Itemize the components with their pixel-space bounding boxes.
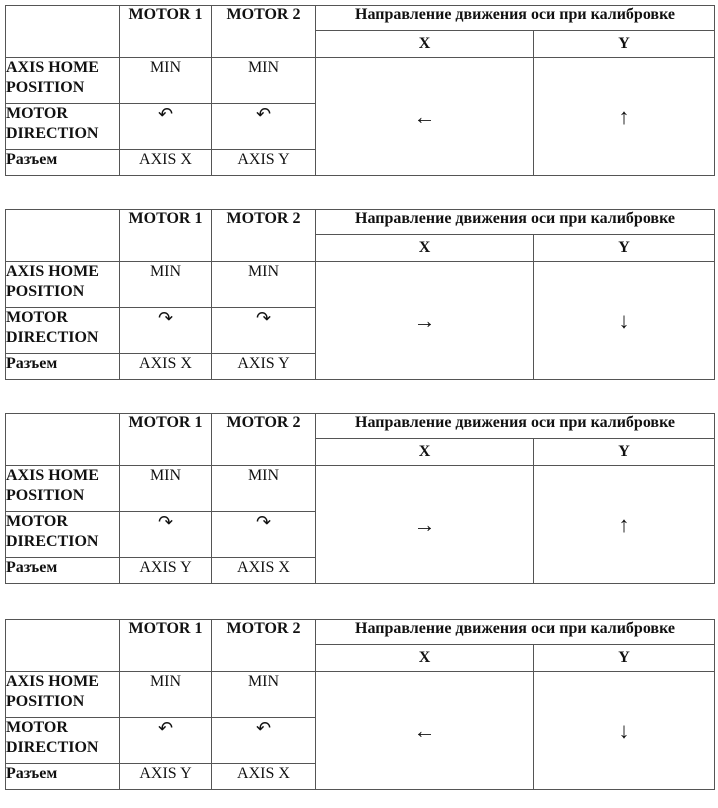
- x-direction-arrow: ←: [316, 672, 534, 790]
- y-direction-arrow: ↓: [534, 672, 715, 790]
- motor2-home-value: MIN: [212, 262, 316, 308]
- y-direction-arrow: ↓: [534, 262, 715, 380]
- motor1-home-value: MIN: [120, 466, 212, 512]
- motor2-connector-value: AXIS Y: [212, 150, 316, 176]
- corner-cell: [6, 6, 120, 58]
- motor2-connector-value: AXIS X: [212, 558, 316, 584]
- motor1-header: MOTOR 1: [120, 414, 212, 466]
- motor1-rotation-icon: ↷: [120, 512, 212, 558]
- home-position-label: AXIS HOME POSITION: [6, 58, 120, 104]
- x-direction-arrow: →: [316, 262, 534, 380]
- x-direction-arrow: ←: [316, 58, 534, 176]
- motor1-connector-value: AXIS Y: [120, 764, 212, 790]
- motor1-home-value: MIN: [120, 58, 212, 104]
- motor2-rotation-icon: ↶: [212, 104, 316, 150]
- corner-cell: [6, 620, 120, 672]
- motor2-connector-value: AXIS Y: [212, 354, 316, 380]
- direction-header: Направление движения оси при калибровке: [316, 6, 715, 31]
- config-table-1: [5, 5, 715, 176]
- y-axis-header: Y: [534, 31, 715, 58]
- y-direction-arrow: ↑: [534, 466, 715, 584]
- home-position-label: AXIS HOME POSITION: [6, 672, 120, 718]
- motor1-home-value: MIN: [120, 672, 212, 718]
- motor1-header: MOTOR 1: [120, 210, 212, 262]
- y-axis-header: Y: [534, 235, 715, 262]
- connector-label: Разъем: [6, 558, 120, 584]
- motor1-rotation-icon: ↶: [120, 718, 212, 764]
- motor1-connector-value: AXIS Y: [120, 558, 212, 584]
- motor2-home-value: MIN: [212, 466, 316, 512]
- config-table-3: [5, 413, 715, 584]
- motor1-rotation-icon: ↶: [120, 104, 212, 150]
- motor2-home-value: MIN: [212, 58, 316, 104]
- motor-direction-label: MOTOR DIRECTION: [6, 308, 120, 354]
- motor1-home-value: MIN: [120, 262, 212, 308]
- connector-label: Разъем: [6, 764, 120, 790]
- motor1-connector-value: AXIS X: [120, 354, 212, 380]
- x-direction-arrow: →: [316, 466, 534, 584]
- home-position-label: AXIS HOME POSITION: [6, 466, 120, 512]
- y-direction-arrow: ↑: [534, 58, 715, 176]
- motor1-header: MOTOR 1: [120, 620, 212, 672]
- motor2-header: MOTOR 2: [212, 620, 316, 672]
- motor-direction-label: MOTOR DIRECTION: [6, 104, 120, 150]
- direction-header: Направление движения оси при калибровке: [316, 210, 715, 235]
- motor2-connector-value: AXIS X: [212, 764, 316, 790]
- motor2-rotation-icon: ↷: [212, 512, 316, 558]
- motor1-header: MOTOR 1: [120, 6, 212, 58]
- x-axis-header: X: [316, 235, 534, 262]
- x-axis-header: X: [316, 645, 534, 672]
- y-axis-header: Y: [534, 645, 715, 672]
- motor-direction-label: MOTOR DIRECTION: [6, 718, 120, 764]
- motor2-header: MOTOR 2: [212, 6, 316, 58]
- x-axis-header: X: [316, 439, 534, 466]
- corner-cell: [6, 414, 120, 466]
- motor1-rotation-icon: ↷: [120, 308, 212, 354]
- motor2-header: MOTOR 2: [212, 414, 316, 466]
- motor1-connector-value: AXIS X: [120, 150, 212, 176]
- y-axis-header: Y: [534, 439, 715, 466]
- motor2-rotation-icon: ↶: [212, 718, 316, 764]
- direction-header: Направление движения оси при калибровке: [316, 620, 715, 645]
- home-position-label: AXIS HOME POSITION: [6, 262, 120, 308]
- motor-direction-label: MOTOR DIRECTION: [6, 512, 120, 558]
- motor2-header: MOTOR 2: [212, 210, 316, 262]
- direction-header: Направление движения оси при калибровке: [316, 414, 715, 439]
- config-table-4: [5, 619, 715, 790]
- motor2-home-value: MIN: [212, 672, 316, 718]
- config-table-2: [5, 209, 715, 380]
- x-axis-header: X: [316, 31, 534, 58]
- corner-cell: [6, 210, 120, 262]
- connector-label: Разъем: [6, 354, 120, 380]
- motor2-rotation-icon: ↷: [212, 308, 316, 354]
- connector-label: Разъем: [6, 150, 120, 176]
